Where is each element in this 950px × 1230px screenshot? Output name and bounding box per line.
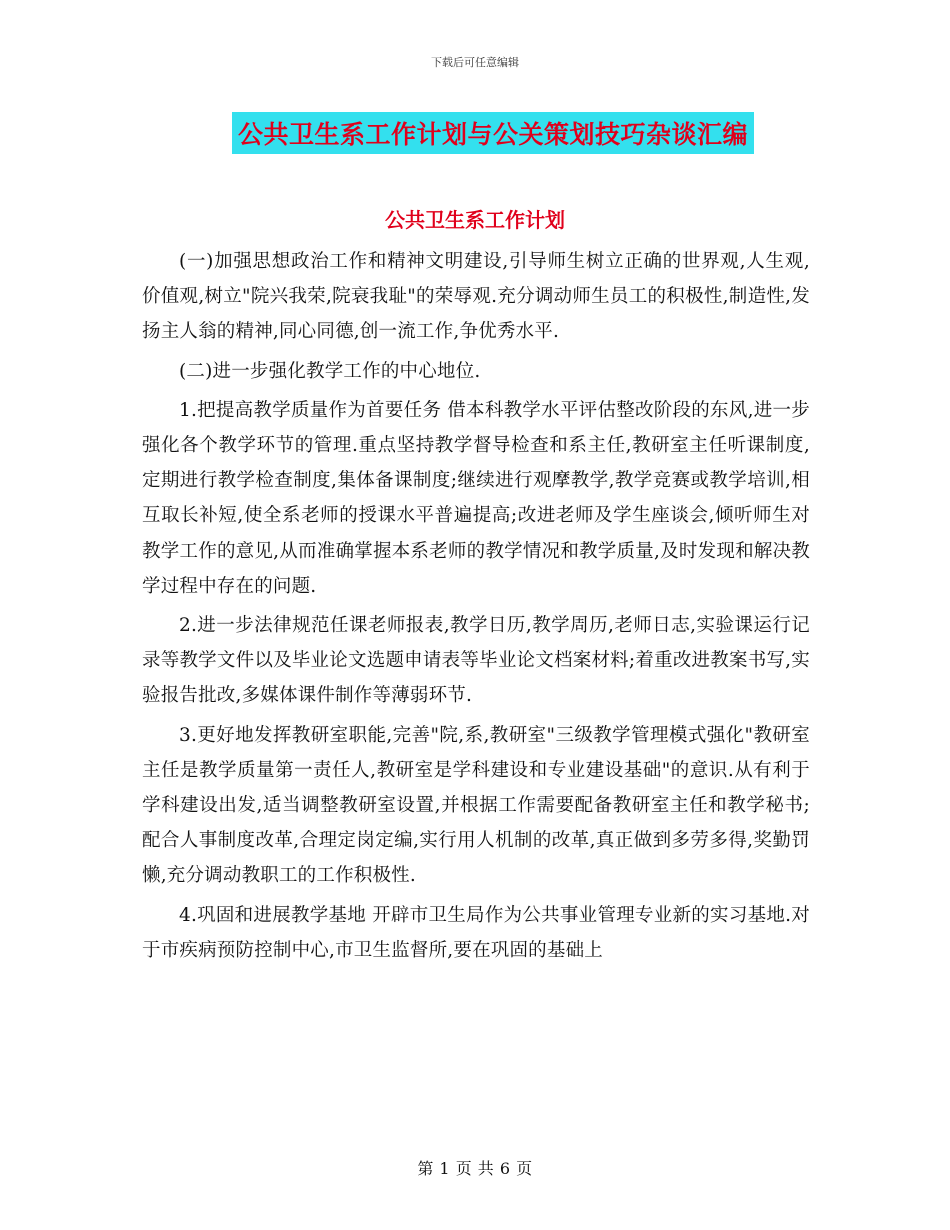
paragraph-4: 2.进一步法律规范任课老师报表,教学日历,教学周历,老师日志,实验课运行记录等教学文件以及毕业论文选题申请表等毕业论文档案材料;着重改进教案书写,实验报告批改,多媒体课件制作等薄弱环节. bbox=[142, 615, 810, 707]
body-text bbox=[142, 244, 810, 972]
paragraph-2: (二)进一步强化教学工作的中心地位. bbox=[179, 360, 481, 382]
paragraph-3: 1.把提高教学质量作为首要任务 借本科教学水平评估整改阶段的东风,进一步强化各个教学环节的管理.重点坚持教学督导检查和系主任,教研室主任听课制度,定期进行教学检查制度,集体备课制度;继续进行观摩教学,教学竞赛或教学培训,相互取长补短,使全系老师的授课水平普遍提高;改进老师及学生座谈会,倾听师生对教学工作的意见,从而准确掌握本系老师的教学情况和教学质量,及时发现和解决教学过程中存在的问题. bbox=[142, 399, 810, 597]
document-title-container bbox=[0, 112, 950, 154]
header-note: 下载后可任意编辑 bbox=[431, 56, 519, 69]
document-title: 公共卫生系工作计划与公关策划技巧杂谈汇编 bbox=[232, 112, 754, 154]
paragraph-6: 4.巩固和进展教学基地 开辟市卫生局作为公共事业管理专业新的实习基地.对于市疾病预防控制中心,市卫生监督所,要在巩固的基础上 bbox=[142, 904, 810, 961]
paragraph-1: (一)加强思想政治工作和精神文明建设,引导师生树立正确的世界观,人生观,价值观,树立"院兴我荣,院衰我耻"的荣辱观.充分调动师生员工的积极性,制造性,发扬主人翁的精神,同心同德,创一流工作,争优秀水平. bbox=[142, 251, 810, 343]
paragraph-5: 3.更好地发挥教研室职能,完善"院,系,教研室"三级教学管理模式强化"教研室主任是教学质量第一责任人,教研室是学科建设和专业建设基础"的意识.从有利于学科建设出发,适当调整教研室设置,并根据工作需要配备教研室主任和教学秘书;配合人事制度改革,合理定岗定编,实行用人机制的改革,真正做到多劳多得,奖勤罚懒,充分调动教职工的工作积极性. bbox=[142, 724, 810, 887]
section-title: 公共卫生系工作计划 bbox=[385, 208, 565, 232]
page-footer: 第 1 页 共 6 页 bbox=[417, 1159, 533, 1178]
